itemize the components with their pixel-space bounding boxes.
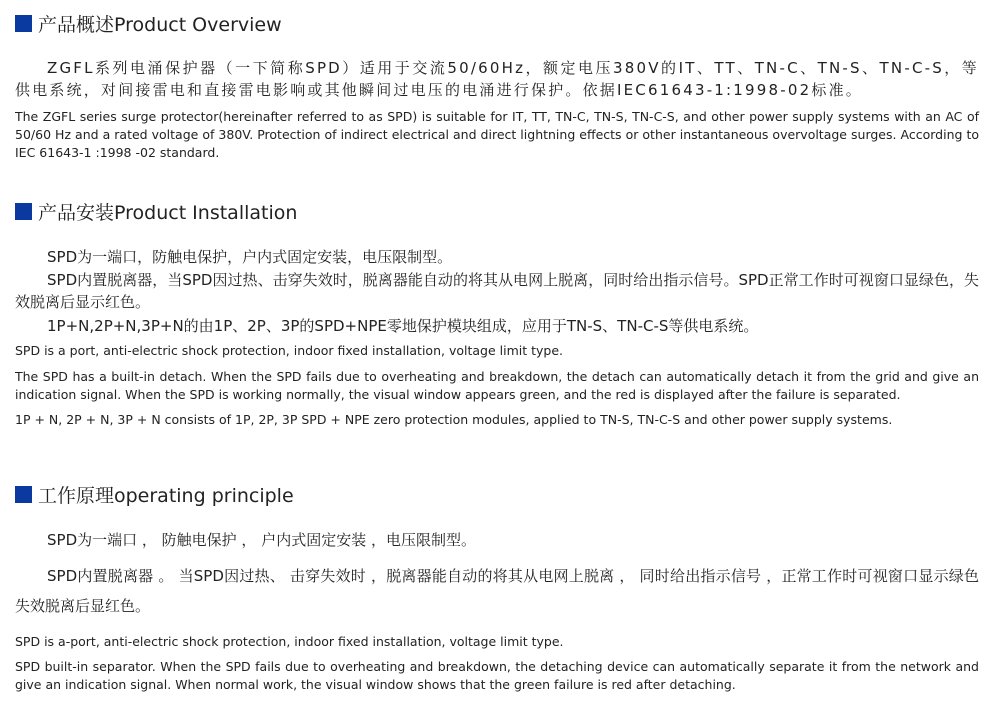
- section-title: 工作原理operating principle: [38, 485, 294, 507]
- overview-en-paragraph: The ZGFL series surge protector(hereinafter referred to as SPD) is suitable for IT, TT, TN-C, TN-S, TN-C-S, and other power supply systems with an AC of 50/60 Hz and a rated voltage of 380V. Protection of indirect electrical and direct lightning effects or other instantaneous overvoltage surges. According to IEC 61643-1 :1998 -02 standard.: [15, 109, 979, 160]
- square-bullet-icon: [15, 15, 32, 32]
- installation-zh-paragraph-1: SPD为一端口，防触电保护，户内式固定安装，电压限制型。: [47, 248, 453, 266]
- installation-zh-paragraph-2: SPD内置脱离器，当SPD因过热、击穿失效时，脱离器能自动的将其从电网上脱离，同时给出指示信号。SPD正常工作时可视窗口显绿色，失效脱离后显示红色。: [15, 271, 979, 311]
- installation-en-paragraph-1: SPD is a port, anti-electric shock protection, indoor fixed installation, voltage limit type.: [15, 343, 563, 358]
- square-bullet-icon: [15, 203, 32, 220]
- square-bullet-icon: [15, 486, 32, 503]
- principle-en-paragraph-2: SPD built-in separator. When the SPD fails due to overheating and breakdown, the detaching device can automatically separate it from the network and give an indication signal. When normal work, the visual window shows that the green failure is red after detaching.: [15, 659, 979, 692]
- installation-zh-paragraph-3: 1P+N,2P+N,3P+N的由1P、2P、3P的SPD+NPE零地保护模块组成，应用于TN-S、TN-C-S等供电系统。: [47, 317, 759, 335]
- section-heading-overview: [15, 10, 282, 37]
- installation-en-paragraph-2: The SPD has a built-in detach. When the SPD fails due to overheating and breakdown, the detach can automatically detach it from the grid and give an indication signal. When the SPD is working normally, the visual window appears green, and the red is displayed after the failure is separated.: [15, 369, 979, 402]
- section-heading-installation: [15, 198, 297, 225]
- section-heading-principle: [15, 481, 294, 508]
- principle-zh-paragraph-1: SPD为一端口 ， 防触电保护 ， 户内式固定安装 ，电压限制型。: [47, 531, 476, 549]
- section-title: 产品概述Product Overview: [38, 14, 282, 36]
- overview-zh-paragraph: ZGFL系列电涌保护器（一下简称SPD）适用于交流50/60Hz，额定电压380V的IT、TT、TN-C、TN-S、TN-C-S，等供电系统，对间接雷电和直接雷电影响或其他瞬间过电压的电涌进行保护。依据IEC61643-1:1998-02标准。: [15, 59, 979, 99]
- section-title: 产品安装Product Installation: [38, 202, 298, 224]
- principle-zh-paragraph-2: SPD内置脱离器 。 当SPD因过热、 击穿失效时 ，脱离器能自动的将其从电网上脱离 ， 同时给出指示信号 ，正常工作时可视窗口显示绿色失效脱离后显红色。: [15, 567, 979, 615]
- installation-en-paragraph-3: 1P + N, 2P + N, 3P + N consists of 1P, 2P, 3P SPD + NPE zero protection modules, applied to TN-S, TN-C-S and other power supply systems.: [15, 412, 893, 427]
- principle-en-paragraph-1: SPD is a-port, anti-electric shock protection, indoor fixed installation, voltage limit type.: [15, 634, 564, 649]
